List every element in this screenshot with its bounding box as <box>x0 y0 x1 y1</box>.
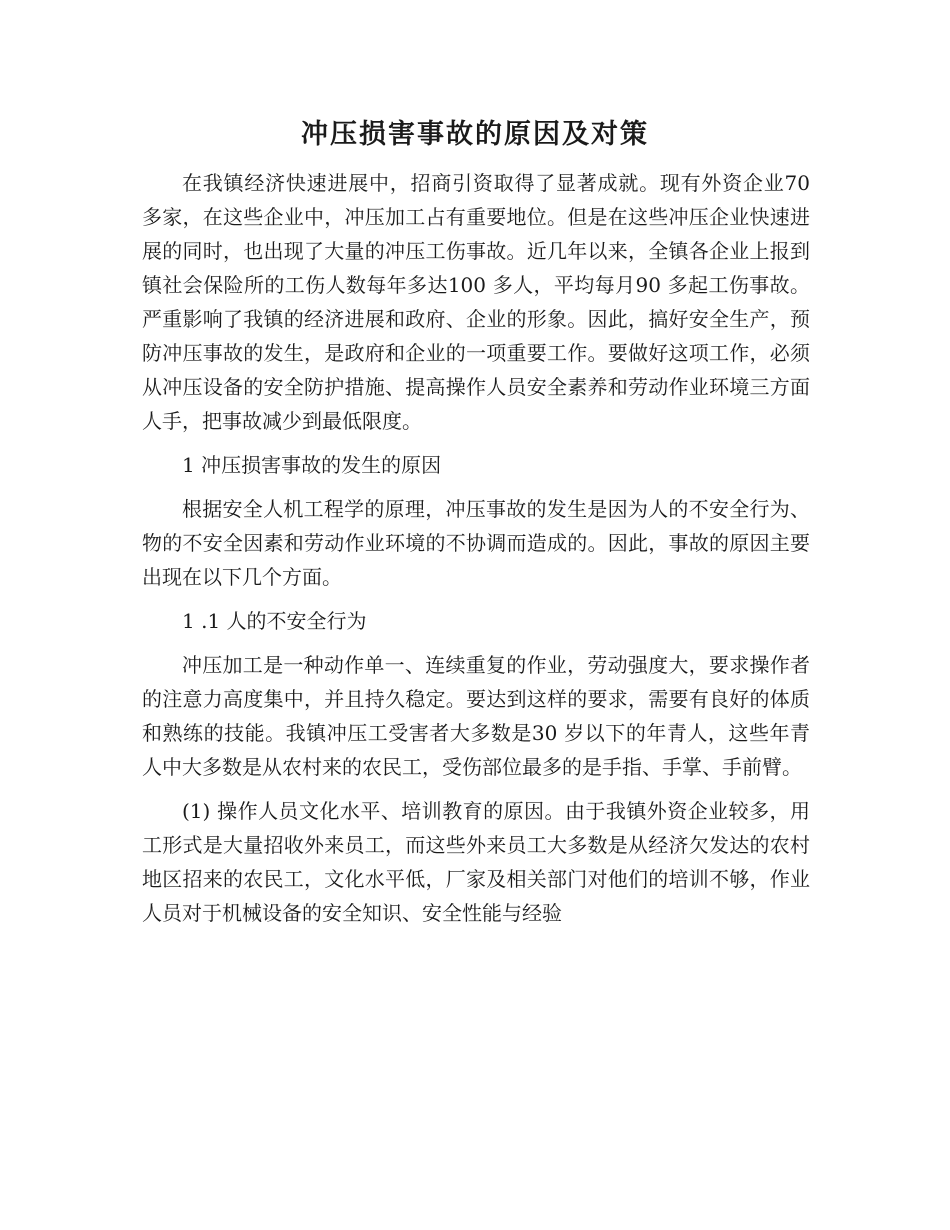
document-body <box>142 166 810 940</box>
paragraph-intro: 在我镇经济快速进展中，招商引资取得了显著成就。现有外资企业70 多家，在这些企业中，冲压加工占有重要地位。但是在这些冲压企业快速进展的同时，也出现了大量的冲压工伤事故。近几年以来，全镇各企业上报到镇社会保险所的工伤人数每年多达100 多人，平均每月90 多起工伤事故。严重影响了我镇的经济进展和政府、企业的形象。因此，搞好安全生产，预防冲压事故的发生，是政府和企业的一项重要工作。要做好这项工作，必须从冲压设备的安全防护措施、提高操作人员安全素养和劳动作业环境三方面人手，把事故减少到最低限度。 <box>142 171 810 433</box>
paragraph-causes: 根据安全人机工程学的原理，冲压事故的发生是因为人的不安全行为、物的不安全因素和劳动作业环境的不协调而造成的。因此，事故的原因主要出现在以下几个方面。 <box>142 497 810 589</box>
document-title: 冲压损害事故的原因及对策 <box>301 119 649 150</box>
paragraph-unsafe-behavior: 冲压加工是一种动作单一、连续重复的作业，劳动强度大，要求操作者的注意力高度集中，并且持久稳定。要达到这样的要求，需要有良好的体质和熟练的技能。我镇冲压工受害者大多数是30 岁以下的年青人，这些年青人中大多数是从农村来的农民工，受伤部位最多的是手指、手掌、手前臂。 <box>142 653 810 779</box>
section-heading-1-1: 1 .1 人的不安全行为 <box>182 609 367 633</box>
section-heading-1: 1 冲压损害事故的发生的原因 <box>182 453 442 477</box>
paragraph-education-cause: (1) 操作人员文化水平、培训教育的原因。由于我镇外资企业较多，用工形式是大量招收外来员工，而这些外来员工大多数是从经济欠发达的农村地区招来的农民工，文化水平低，厂家及相关部门对他们的培训不够，作业人员对于机械设备的安全知识、安全性能与经验 <box>142 799 810 925</box>
